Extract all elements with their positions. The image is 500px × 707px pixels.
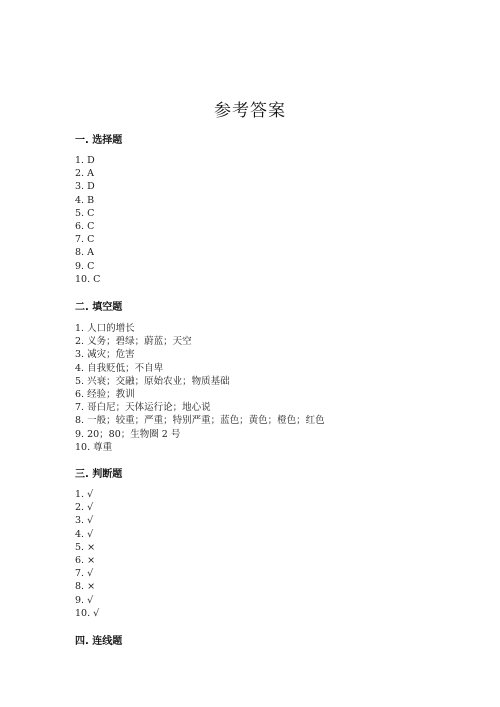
list-item: 10. C [75, 273, 101, 285]
list-item: 10. 尊重 [75, 441, 113, 453]
list-item: 7. 哥白尼；天体运行论；地心说 [75, 402, 211, 414]
list-item: 4. B [75, 194, 95, 206]
list-item: 8. 一般；较重；严重；特别严重；蓝色；黄色；橙色；红色 [75, 415, 325, 427]
list-item: 3. √ [75, 515, 94, 527]
list-item: 1. D [75, 155, 95, 166]
list-item: 2. √ [75, 502, 94, 514]
section-heading-choice: 一. 选择题 [75, 135, 123, 146]
list-item: 8. A [75, 247, 94, 259]
section-heading-match: 四. 连线题 [75, 636, 123, 647]
list-item: 7. C [75, 234, 95, 246]
list-item: 5. 兴衰；交融；原始农业；物质基础 [75, 375, 230, 387]
fill-answer-list [75, 322, 325, 454]
list-item: 3. 减灾；危害 [75, 349, 135, 361]
list-item: 3. D [75, 181, 95, 193]
list-item: 4. 自我贬低；不自卑 [75, 362, 164, 374]
list-item: 5. C [75, 207, 95, 219]
page-title: 参考答案 [214, 101, 286, 121]
list-item: 1. √ [75, 489, 94, 500]
list-item: 9. 20；80；生物圈 2 号 [75, 428, 181, 440]
section-heading-judge: 三. 判断题 [75, 469, 123, 480]
list-item: 6. 经验；教训 [75, 388, 135, 400]
list-item: 2. A [75, 168, 94, 180]
list-item: 1. 人口的增长 [75, 323, 135, 334]
choice-answer-list [75, 154, 100, 286]
list-item: 4. √ [75, 528, 94, 540]
list-item: 6. C [75, 220, 95, 232]
list-item: 2. 义务；碧绿；蔚蓝；天空 [75, 336, 192, 348]
list-item: 8. × [75, 581, 96, 593]
judge-answer-list [75, 488, 99, 620]
list-item: 5. × [75, 541, 96, 553]
list-item: 9. C [75, 260, 95, 272]
section-heading-fill: 二. 填空题 [75, 302, 123, 313]
list-item: 6. × [75, 554, 96, 566]
list-item: 7. √ [75, 568, 94, 580]
list-item: 10. √ [75, 607, 100, 619]
list-item: 9. √ [75, 594, 94, 606]
